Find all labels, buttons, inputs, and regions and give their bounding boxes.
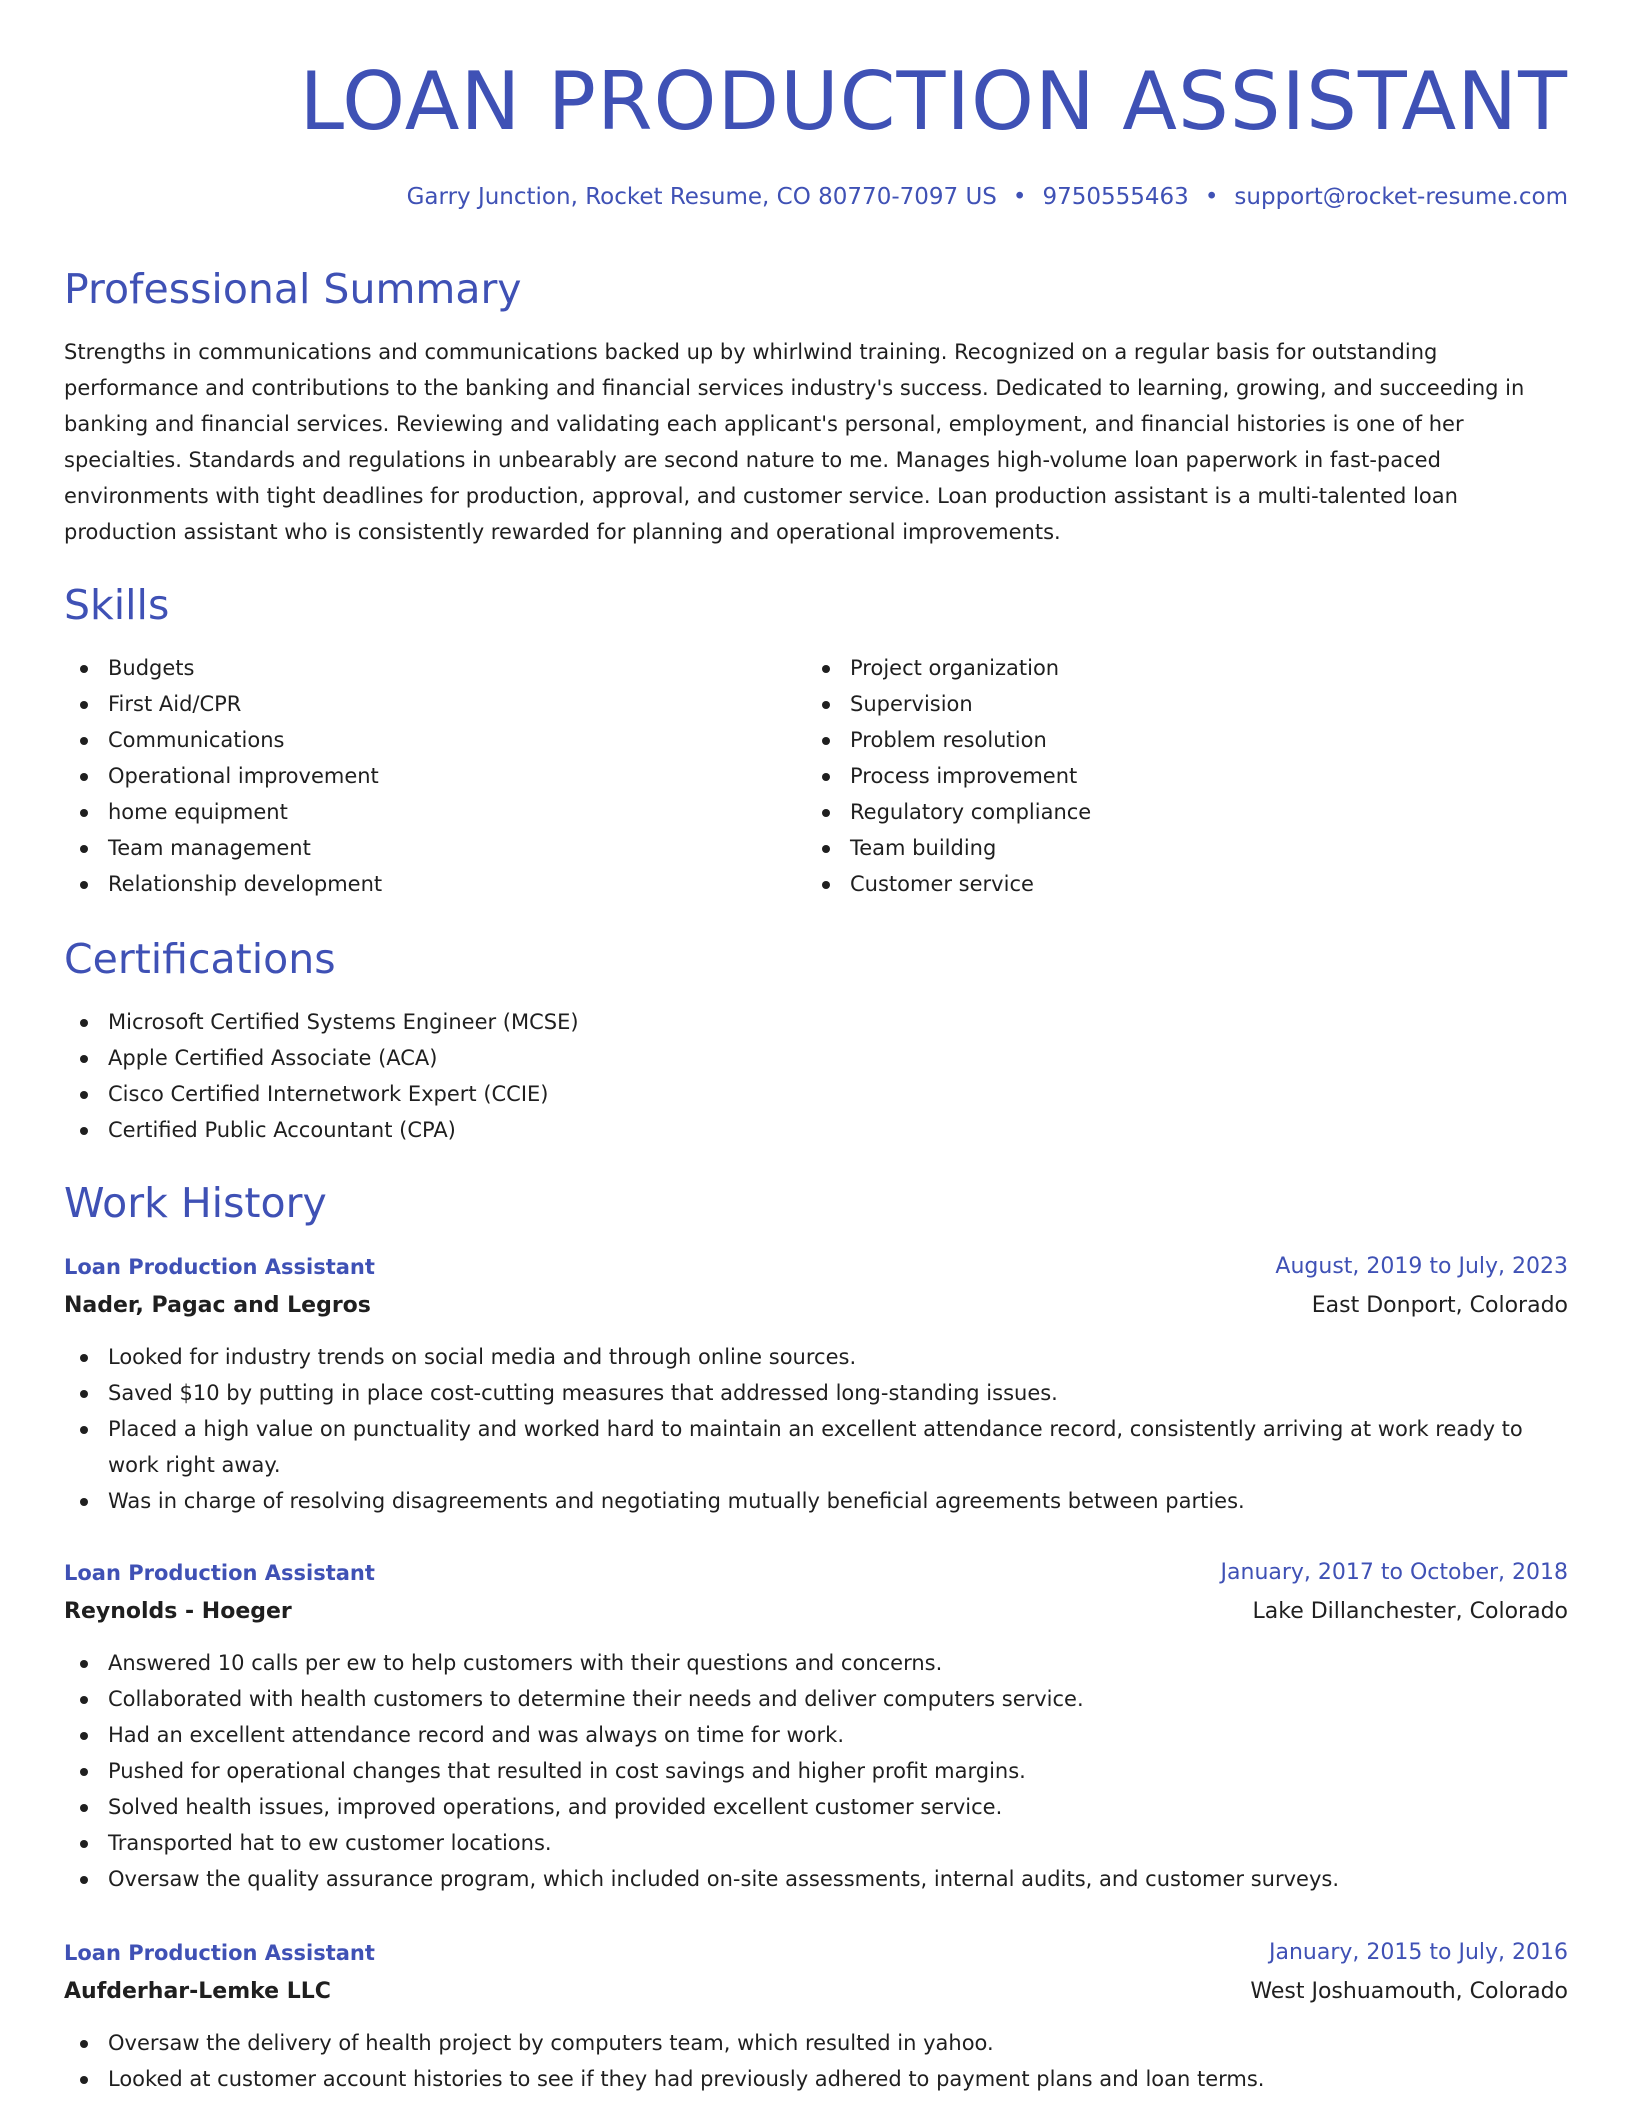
skill-item: Problem resolution xyxy=(806,722,1506,758)
job-bullet: Looked for industry trends on social media and through online sources. xyxy=(64,1339,1568,1375)
job-bullets xyxy=(64,1339,1568,1519)
skill-item: Regulatory compliance xyxy=(806,794,1506,830)
job-company-row xyxy=(64,1594,1568,1633)
skill-item: Operational improvement xyxy=(64,758,764,794)
contact-phone-link[interactable]: 9750555463 xyxy=(1042,184,1189,210)
skill-item: Budgets xyxy=(64,650,764,686)
job-bullet: Looked at customer account histories to see if they had previously adhered to payment plans and loan terms. xyxy=(64,2061,1568,2097)
job-bullets xyxy=(64,2025,1568,2097)
skill-item: home equipment xyxy=(64,794,764,830)
skill-item: Team building xyxy=(806,830,1506,866)
contact-address: Garry Junction, Rocket Resume, CO 80770-7097 US xyxy=(406,184,997,210)
job-entry xyxy=(64,1249,1568,1519)
job-company: Reynolds - Hoeger xyxy=(64,1599,292,1624)
skill-item: Team management xyxy=(64,830,764,866)
job-location: Lake Dillanchester, Colorado xyxy=(1252,1599,1568,1624)
contact-email-link[interactable]: support@rocket-resume.com xyxy=(1234,184,1568,210)
job-dates: August, 2019 to July, 2023 xyxy=(1275,1254,1568,1279)
certification-item: Microsoft Certified Systems Engineer (MCSE) xyxy=(64,1004,1568,1040)
resume-title: LOAN PRODUCTION ASSISTANT xyxy=(299,55,1568,148)
skill-item: Supervision xyxy=(806,686,1506,722)
job-title-row xyxy=(64,1935,1568,1974)
job-company-row xyxy=(64,1974,1568,2013)
skill-item: Customer service xyxy=(806,866,1506,902)
job-bullet: Answered 10 calls per ew to help customers with their questions and concerns. xyxy=(64,1645,1568,1681)
certification-item: Certified Public Accountant (CPA) xyxy=(64,1112,1568,1148)
job-bullet: Saved $10 by putting in place cost-cutting measures that addressed long-standing issues. xyxy=(64,1375,1568,1411)
job-entry xyxy=(64,1555,1568,1897)
certifications-heading: Certifications xyxy=(64,935,336,983)
job-company: Aufderhar-Lemke LLC xyxy=(64,1979,331,2004)
job-company: Nader, Pagac and Legros xyxy=(64,1293,371,1318)
certifications-list xyxy=(64,1004,1568,1148)
summary-heading: Professional Summary xyxy=(64,265,522,313)
skill-item: Process improvement xyxy=(806,758,1506,794)
job-bullet: Solved health issues, improved operations, and provided excellent customer service. xyxy=(64,1789,1568,1825)
job-bullet: Oversaw the quality assurance program, which included on-site assessments, internal audits, and customer surveys. xyxy=(64,1861,1568,1897)
job-bullet: Collaborated with health customers to determine their needs and deliver computers service. xyxy=(64,1681,1568,1717)
job-bullets xyxy=(64,1645,1568,1897)
job-dates: January, 2017 to October, 2018 xyxy=(1220,1560,1568,1585)
job-bullet: Had an excellent attendance record and was always on time for work. xyxy=(64,1717,1568,1753)
job-dates: January, 2015 to July, 2016 xyxy=(1269,1940,1568,1965)
job-entry xyxy=(64,1935,1568,2097)
certification-item: Apple Certified Associate (ACA) xyxy=(64,1040,1568,1076)
skill-item: Relationship development xyxy=(64,866,764,902)
certification-item: Cisco Certified Internetwork Expert (CCIE) xyxy=(64,1076,1568,1112)
job-bullet: Pushed for operational changes that resulted in cost savings and higher profit margins. xyxy=(64,1753,1568,1789)
job-title-row xyxy=(64,1249,1568,1288)
job-title: Loan Production Assistant xyxy=(64,1941,375,1965)
skill-item: First Aid/CPR xyxy=(64,686,764,722)
job-location: West Joshuamouth, Colorado xyxy=(1250,1979,1568,2004)
contact-separator: • xyxy=(1012,184,1027,210)
job-bullet: Placed a high value on punctuality and worked hard to maintain an excellent attendance record, consistently arriving at work ready to work right away. xyxy=(64,1411,1568,1483)
job-bullet: Transported hat to ew customer locations. xyxy=(64,1825,1568,1861)
summary-text: Strengths in communications and communications backed up by whirlwind training. Recognized on a regular basis for outstanding performance and contributions to the banking and financial services industry's success. Dedicated to learning, growing, and succeeding in banking and financial services. Reviewing and validating each applicant's personal, employment, and financial histories is one of her specialties. Standards and regulations in unbearably are second nature to me. Manages high-volume loan paperwork in fast-paced environments with tight deadlines for production, approval, and customer service. Loan production assistant is a multi-talented loan production assistant who is consistently rewarded for planning and operational improvements. xyxy=(64,340,1525,544)
job-title: Loan Production Assistant xyxy=(64,1255,375,1279)
work-history-heading: Work History xyxy=(64,1179,327,1227)
contact-line xyxy=(407,180,1568,214)
skills-list-right xyxy=(806,650,1506,902)
job-company-row xyxy=(64,1288,1568,1327)
job-title-row xyxy=(64,1555,1568,1594)
job-bullet: Oversaw the delivery of health project by computers team, which resulted in yahoo. xyxy=(64,2025,1568,2061)
job-title: Loan Production Assistant xyxy=(64,1561,375,1585)
skill-item: Project organization xyxy=(806,650,1506,686)
skill-item: Communications xyxy=(64,722,764,758)
job-location: East Donport, Colorado xyxy=(1311,1293,1568,1318)
skills-list-left xyxy=(64,650,764,902)
skills-heading: Skills xyxy=(64,581,170,629)
contact-separator: • xyxy=(1204,184,1219,210)
job-bullet: Was in charge of resolving disagreements and negotiating mutually beneficial agreements between parties. xyxy=(64,1483,1568,1519)
